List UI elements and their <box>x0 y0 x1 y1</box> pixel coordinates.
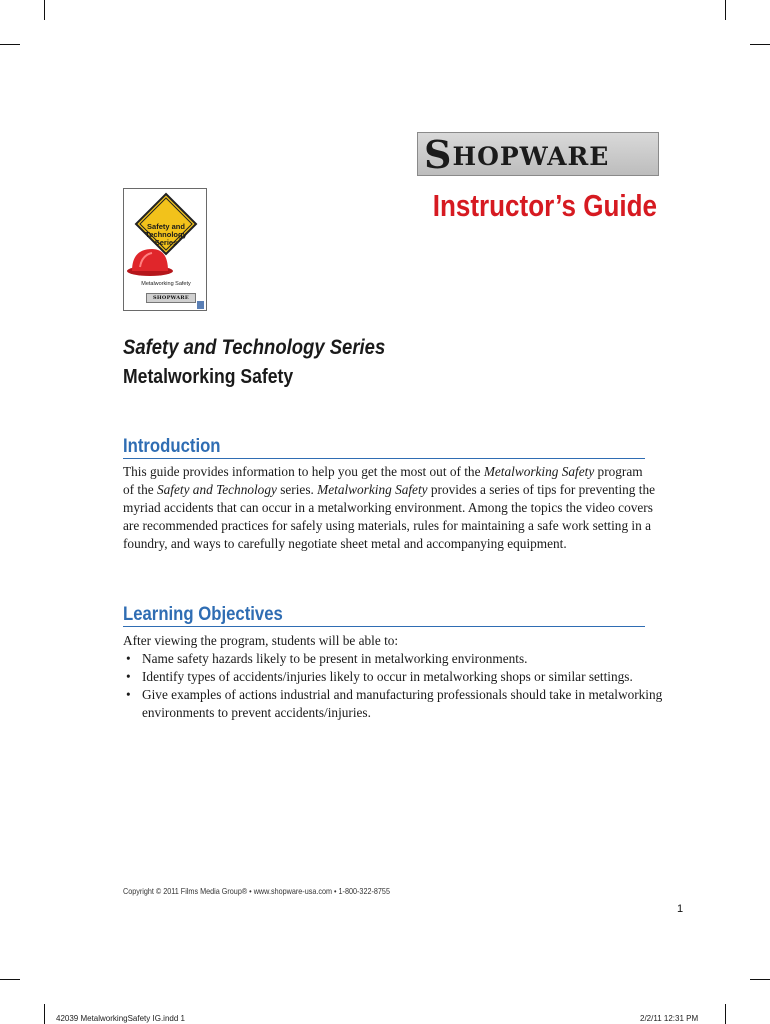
copyright-notice: Copyright © 2011 Films Media Group® • www.shopware-usa.com • 1-800-322-8755 <box>123 886 390 896</box>
page-number: 1 <box>677 903 684 915</box>
shopware-logo <box>417 132 659 176</box>
objectives-list <box>123 650 663 722</box>
cover-subtitle: Metalworking Safety <box>141 281 191 287</box>
cover-badge-icon <box>197 301 204 309</box>
series-title: Safety and Technology Series <box>123 336 386 359</box>
dvd-cover-thumbnail <box>123 188 207 311</box>
crop-mark <box>44 1004 45 1024</box>
print-slug-timestamp: 2/2/11 12:31 PM <box>640 1014 699 1023</box>
list-item: • Give examples of actions industrial and manufacturing professionals should take in metalworking <box>126 687 663 702</box>
crop-mark <box>0 44 20 45</box>
crop-mark <box>750 44 770 45</box>
list-item-continued: environments to prevent accidents/injuries. <box>142 705 371 720</box>
learning-objectives-heading: Learning Objectives <box>123 604 645 627</box>
intro-line: myriad accidents that can occur in a metalworking environment. Among the topics the video covers <box>123 500 653 515</box>
intro-line: are recommended practices for safely using materials, rules for maintaining a safe work setting in a <box>123 518 651 533</box>
crop-mark <box>0 979 20 980</box>
intro-line: foundry, and ways to carefully negotiate sheet metal and accompanying equipment. <box>123 536 567 551</box>
crop-mark <box>750 979 770 980</box>
instructors-guide-title: Instructor’s Guide <box>432 188 657 223</box>
bullet-icon: • <box>126 651 131 666</box>
list-item: • Identify types of accidents/injuries likely to occur in metalworking shops or similar settings. <box>126 669 633 684</box>
print-slug-filename: 42039 MetalworkingSafety IG.indd 1 <box>56 1014 185 1023</box>
crop-mark <box>725 0 726 20</box>
list-item: • Name safety hazards likely to be present in metalworking environments. <box>126 651 528 666</box>
logo-text: SHOPWARE <box>424 132 610 176</box>
bullet-icon: • <box>126 669 131 684</box>
intro-line: of the Safety and Technology series. Metalworking Safety provides a series of tips for preventing the <box>123 482 656 497</box>
cover-sign-text: Safety and Technology Series <box>145 222 187 247</box>
program-title: Metalworking Safety <box>123 366 294 388</box>
intro-line: This guide provides information to help you get the most out of the Metalworking Safety program <box>123 464 643 479</box>
crop-mark <box>44 0 45 20</box>
hard-hat-icon <box>126 245 176 277</box>
bullet-icon: • <box>126 687 131 702</box>
introduction-heading: Introduction <box>123 436 645 459</box>
objectives-intro: After viewing the program, students will be able to: <box>123 633 399 648</box>
introduction-paragraph <box>123 463 656 553</box>
cover-brand-logo: SHOPWARE <box>146 293 196 303</box>
crop-mark <box>725 1004 726 1024</box>
